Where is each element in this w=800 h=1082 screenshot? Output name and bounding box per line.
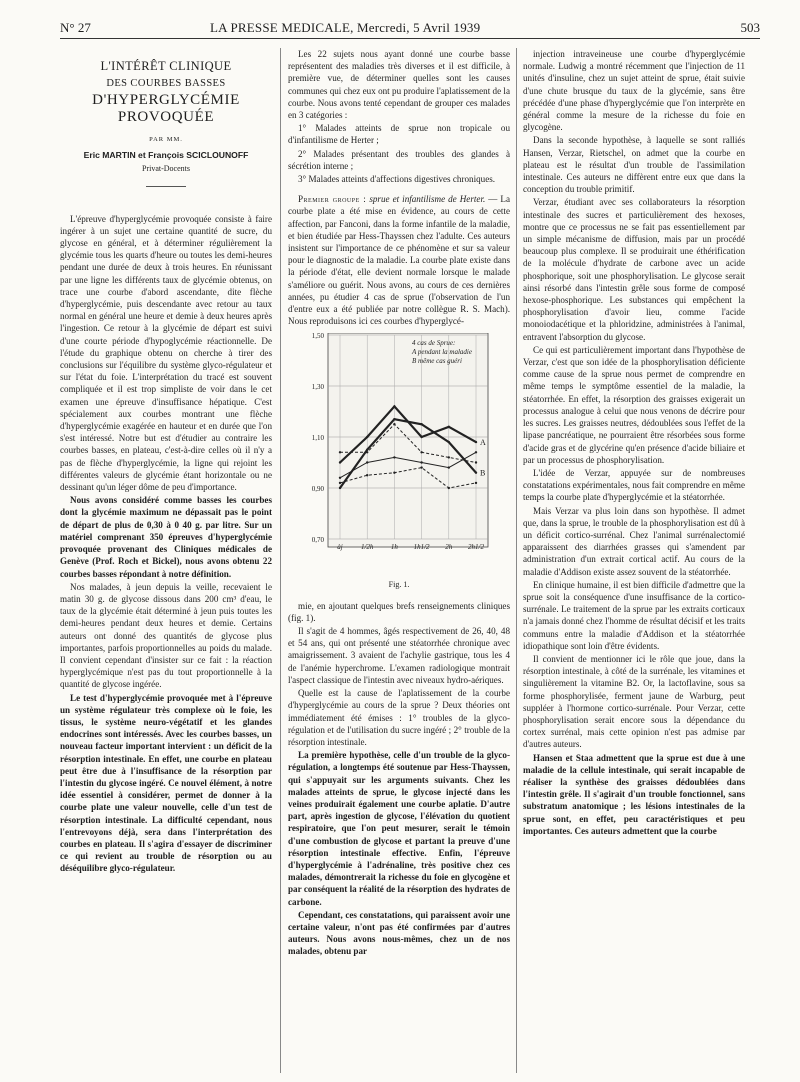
legend-entry: 4 cas de Sprue: xyxy=(412,339,456,348)
paragraph: L'épreuve d'hyperglycémie provoquée consiste à faire ingérer à un sujet une certaine quantité de sucre, du glycose en général, et à déterminer régulièrement la glycémie tous les quarts d'heure ou toutes les demi-heures pendant une durée de deux à trois heures. En réunissant par une ligne les différents taux de glycémie obtenus, on trace une courbe d'abord ascendante, dite flèche d'hyperglycémie, puis descendante avec retour au taux normal en général une heure et demie à deux heures après l'ingestion. Ce retour à la glycémie de départ est suivi d'une courte période d'hypoglycémie réactionnelle. De l'étude du graphique obtenu on cherche à tirer des conclusions sur l'équilibre du système glyco-régulateur et sur l'état du foie. L'interprétation du tracé est souvent compliquée et il est trop simpliste de voir dans le cet examen une épreuve d'insuffisance hépatique. C'est spécialement aux courbes montrant une flèche d'hyperglycémie exagérée en hauteur et en durée que l'on s'est intéressé. Notre but est d'étudier au contraire les courbes basses, en plateau, c'est-à-dire celles où il n'y a pas de flèche d'hyperglycémie, la ligne qui rejoint les différentes valeurs de glycémie étant horizontale ou ne dessinant qu'un léger dôme de peu d'importance. xyxy=(60,213,272,493)
data-point xyxy=(448,441,450,443)
series-label: A xyxy=(480,438,486,448)
data-point xyxy=(420,436,422,438)
section-text: — La courbe plate a été mise en évidence, au cours de cette affection, par Fanconi, dans la forme infantile de la maladie, et bien étudiée par Hess-Thayssen chez l'adulte. Ces auteurs insistent sur l'importance de ce phénomène et sur sa valeur pour le diagnostic de la maladie. La courbe plate existe dans la période d'état, elle devient normale lorsque le malade s'améliore ou guérit. Nous avons, au cours de ces dernières années, pu étudier 4 cas de sprue (l'observation de l'un d'entre eux a été publiée par notre collègue R. S. Mach). Nous reproduisons ici ces courbes d'hyperglycé- xyxy=(288,194,510,327)
y-tick-label: 1,50 xyxy=(311,333,324,341)
header-rule xyxy=(60,38,760,39)
data-point xyxy=(448,467,450,469)
article-title xyxy=(60,58,272,126)
paragraph: Mais Verzar va plus loin dans son hypothèse. Il admet que, dans la sprue, le trouble de la phosphorylisation est dû à un déficit cortico-surrénal. Chez l'animal surrénalectomié apparaissent des diarrhées grasses qui s'amendent par administration d'un extrait cortical actif. Au cours de la maladie d'Addison existe assez souvent de la stéatorrhée. xyxy=(523,505,745,577)
section-label: Premier groupe : xyxy=(298,194,367,205)
page-number: 503 xyxy=(740,20,760,35)
column-separator xyxy=(280,48,281,1073)
paragraph: injection intraveineuse une courbe d'hyperglycémie normale. Ludwig a montré récemment que l'injection de 11 unités d'insuline, chez un sujet atteint de sprue, était suivie d'une chute brusque du taux de la glycémie, sans être précédée d'une phase d'hyperglycémie que l'on interprète en général comme la mesure de la richesse du foie en glycogène. xyxy=(523,49,745,133)
data-point xyxy=(366,449,368,451)
issue-number: N° 27 xyxy=(60,20,91,35)
data-point xyxy=(393,472,395,474)
series-label: B xyxy=(480,469,486,479)
data-point xyxy=(420,467,422,469)
column-separator xyxy=(516,48,517,1073)
data-point xyxy=(366,475,368,477)
data-point xyxy=(339,482,341,484)
paragraph: Il s'agit de 4 hommes, âgés respectivement de 26, 40, 48 et 54 ans, qui ont présenté une stéatorrhée chronique avec amaigrissement. 3 avaient de l'achylie gastrique, tous les 4 de l'anémie hyperchrome. L'examen radiologique montrait l'aspect classique de l'intestin avec niveaux hydro-aériques. xyxy=(288,626,510,685)
data-point xyxy=(420,424,422,426)
data-point xyxy=(420,452,422,454)
list-item: 2° Malades présentant des troubles des glandes à sécrétion interne ; xyxy=(288,148,510,171)
paragraph: Les 22 sujets nous ayant donné une courbe basse représentent des maladies très diverses et il est difficile, à première vue, de déterminer quelles sont les causes communes qui chez eux ont pu produire l'aplatissement de la courbe. Nous avons tenté cependant de grouper ces malades en 3 catégories : xyxy=(288,49,510,121)
legend-entry: B même cas guéri xyxy=(412,357,462,366)
column-2 xyxy=(288,48,510,1078)
x-tick-label: 2h xyxy=(445,543,453,552)
paragraph: Le test d'hyperglycémie provoquée met à l'épreuve un système régulateur très complexe où le foie, les tissus, le système neuro-végétatif et les glandes endocrines sont intéressés. Avec les courbes basses, un nouveau facteur important intervient : un déficit de la résorption intestinale. En effet, une courbe en plateau peut être due à l'insuffisance de la résorption par l'intestin du glycose ingéré. Ce nouvel élément, à notre idée essentiel à considérer, permet de donner à la courbe plate une valeur nouvelle, celle d'un test de résorption intestinale. La difficulté cependant, nous l'entrevoyons déjà, sera dans l'interprétation des courbes en plateau. Il s'agira d'essayer de discriminer ce qui revient au trouble de résorption ou au déséquilibre glyco-régulateur. xyxy=(60,692,272,874)
figure-caption: Fig. 1. xyxy=(388,580,410,590)
y-tick-label: 0,70 xyxy=(311,536,324,545)
list-item: 3° Malades atteints d'affections digestives chroniques. xyxy=(298,174,496,185)
section-title: sprue et infantilisme de Herter. xyxy=(369,194,486,205)
data-point xyxy=(420,462,422,464)
data-point xyxy=(339,462,341,464)
x-tick-label: 1h xyxy=(390,543,398,552)
paragraph: mie, en ajoutant quelques brefs renseignements cliniques (fig. 1). xyxy=(288,600,510,623)
data-point xyxy=(339,477,341,479)
paragraph: La première hypothèse, celle d'un trouble de la glyco-régulation, a longtemps été soutenue par Hess-Thayssen, qui s'appuyait sur les arguments suivants. Chez les malades atteints de sprue, le glycose injecté dans les veines produirait également une courbe aplatie. D'autre part, après ingestion de glycose, l'élévation du quotient respiratoire, que l'on peut mesurer, serait le témoin d'une combustion de glycose et partant la preuve d'une résorption intestinale effective. Enfin, l'épreuve d'hyperglycémie à l'adrénaline, très positive chez ces malades, démontrerait la richesse du foie en glycogène et par conséquent la réalité de la résorption des hydrates de carbone. xyxy=(288,750,510,907)
paragraph: En clinique humaine, il est bien difficile d'admettre que la sprue soit la conséquence d'une insuffisance de la cortico-surrénale. Le traitement de la sprue par les extraits corticaux n'a jamais donné chez l'homme de résultat décisif et les traits communs entre la maladie d'Addison et la stéatorrhée idiopathique sont loin d'être évidents. xyxy=(523,579,745,651)
data-point xyxy=(475,482,477,484)
authors: Eric MARTIN et François SCICLOUNOFF xyxy=(83,150,249,161)
newspaper-title: LA PRESSE MEDICALE, Mercredi, 5 Avril 1939 xyxy=(210,20,481,35)
data-point xyxy=(448,487,450,489)
data-point xyxy=(393,418,395,420)
paragraph: Quelle est la cause de l'aplatissement de la courbe d'hyperglycémie au cours de la sprue ? Deux théories ont immédiatement été émises : 1° troubles de la glyco-régulation et de l'utilisation du sucre ingéré ; 2° trouble de la résorption intestinale. xyxy=(288,688,510,747)
y-tick-label: 1,30 xyxy=(311,383,324,392)
data-point xyxy=(366,452,368,454)
y-tick-label: 1,10 xyxy=(311,434,324,443)
data-point xyxy=(339,452,341,454)
data-point xyxy=(366,436,368,438)
x-tick-label: 2h1/2 xyxy=(468,543,484,552)
paragraph: Cependant, ces constatations, qui paraissent avoir une certaine valeur, n'ont pas été confirmées par d'autres auteurs. Nous avons nous-mêmes, chez un de nos malades, obtenu par xyxy=(288,909,510,957)
title-line: D'HYPERGLYCÉMIE xyxy=(92,92,240,108)
paragraph: L'idée de Verzar, appuyée sur de nombreuses constatations expérimentales, nous fait comprendre en même temps la courbe plate d'hyperglycémie et la stéatorrhée. xyxy=(523,467,745,503)
x-tick-label: àj xyxy=(337,543,343,552)
author-position: Privat-Docents xyxy=(142,164,190,174)
legend-entry: A pendant la maladie xyxy=(412,348,472,357)
title-line: L'INTÉRÊT CLINIQUE xyxy=(100,59,232,73)
list-item: 1° Malades atteints de sprue non tropicale ou d'infantilisme de Herter ; xyxy=(288,123,510,146)
data-point xyxy=(339,487,341,489)
x-tick-label: 1h1/2 xyxy=(413,543,430,552)
data-point xyxy=(448,457,450,459)
paragraph: Nous avons considéré comme basses les courbes dont la glycémie maximum ne dépassait pas le point de départ de plus de 0,30 à 0 40 g. par litre. Sur un matériel comprenant 350 épreuves d'hyperglycémie provoquée provenant des Cliniques médicales de Genève (Prof. Roch et Bickel), nous avons obtenu 22 courbes basses répondant à notre définition. xyxy=(60,495,272,579)
data-point xyxy=(393,424,395,426)
data-point xyxy=(475,452,477,454)
data-point xyxy=(475,441,477,443)
figure-1 xyxy=(288,333,510,573)
data-point xyxy=(366,462,368,464)
title-line: DES COURBES BASSES xyxy=(106,78,226,89)
data-point xyxy=(448,426,450,428)
paragraph: Il convient de mentionner ici le rôle que joue, dans la résorption intestinale, à côté de la surrénale, les vitamines et singulièrement la vitamine B2. Or, la lactoflavine, sous sa forme phosphorylisée, ferment jaune de Warburg, peut suppléer à l'hormone cortico-surrénale. Pour Verzar, cette phosphorylisation serait encore sous la dépendance du cortex surrénal, mais cette opinion n'est pas admise par d'autres auteurs. xyxy=(523,653,745,750)
title-rule xyxy=(146,186,186,187)
data-point xyxy=(393,406,395,408)
chart-frame xyxy=(328,333,488,547)
x-tick-label: 1/2h xyxy=(360,543,374,552)
column-3 xyxy=(523,48,745,1078)
byline-prefix: PAR MM. xyxy=(149,136,183,143)
paragraph: Ce qui est particulièrement important dans l'hypothèse de Verzar, c'est que son idée de la phosphorylisation déficiente comme cause de la sprue nous permet de comprendre en même temps le symptôme essentiel de la maladie, la stéatorrhée. En effet, la résorption des graisses exigerait un processus analogue à celui que nous venons de décrire pour les sucres. Les graisses neutres, dédoublées sous l'effet de la lipase pancréatique, ne pourraient être résorbées sous forme d'acide gras et de glycérine qu'en présence d'acide biliaire et par un processus de phosphorylisation. xyxy=(523,344,745,465)
paragraph: Verzar, étudiant avec ses collaborateurs la résorption intestinale des sucres et particulièrement des hexoses, montre que ce processus ne se fait pas essentiellement par un simple mécanisme de diffusion, mais par un procédé beaucoup plus complexe. Il se produirait une éthérification de la molécule d'hydrate de carbone avec un acide phosphorique, soit une phosphorylisation. Le glycose serait ainsi résorbé dans l'intestin grêle sous forme de composé hexose-phosphorique. Les substances qui empêchent la phosphorylisation d'avoir lieu, comme l'acide monoiodacétique et la phloridzine, administrées à l'animal, entravent l'absorption du glycose. xyxy=(523,197,745,342)
paragraph xyxy=(288,193,510,327)
glycemia-chart xyxy=(288,333,510,569)
title-line: PROVOQUÉE xyxy=(117,109,215,125)
data-point xyxy=(475,472,477,474)
data-point xyxy=(393,457,395,459)
paragraph: Dans la seconde hypothèse, à laquelle se sont ralliés Hansen, Verzar, Rietschel, on admet que la courbe en plateau est le résultat d'un trouble de l'assimilation intestinale. Ces auteurs ne diffèrent entre eux que dans la conception du trouble primitif. xyxy=(523,135,745,195)
page-header xyxy=(60,20,760,38)
paragraph: Hansen et Staa admettent que la sprue est due à une maladie de la cellule intestinale, qui serait incapable de réaliser la synthèse des graisses dédoublées dans l'intestin grêle. Il s'agirait d'un trouble fonctionnel, sans substratum anatomique ; les lésions intestinales de la sprue sont, en effet, peu caractéristiques et peu importantes. Ces auteurs admettent que la courbe xyxy=(523,752,745,836)
data-point xyxy=(475,462,477,464)
paragraph: Nos malades, à jeun depuis la veille, recevaient le matin 30 g. de glycose dissous dans 200 cm³ d'eau, le taux de la glycémie était déterminé à jeun puis toutes les demi-heures pendant deux heures et demie. Certains auteurs ont donné des quantités de glycose plus importantes, parfois proportionnelles au poids du malade. Il convient cependant d'insister sur ce fait : la réaction hyperglycémique n'est pas du tout proportionnelle à la quantité de glycose ingérée. xyxy=(60,581,272,690)
y-tick-label: 0,90 xyxy=(311,485,324,494)
column-1 xyxy=(60,48,272,1078)
